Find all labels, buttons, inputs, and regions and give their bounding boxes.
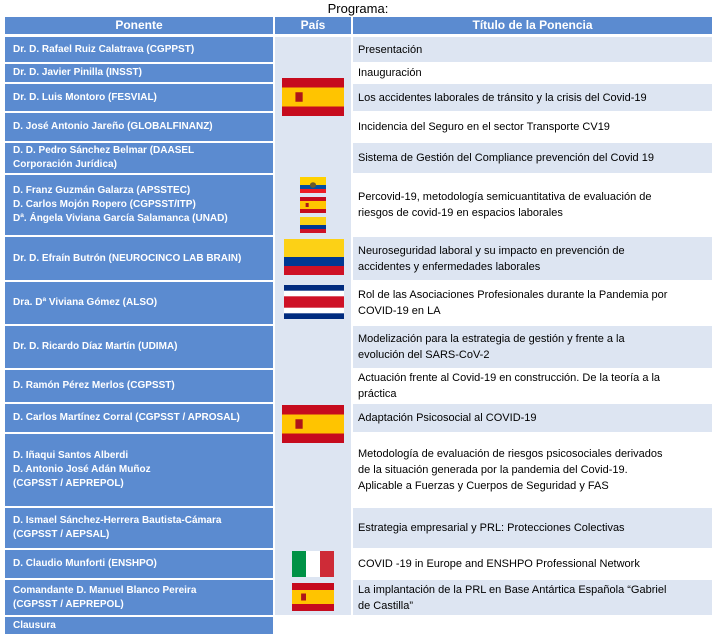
titulo-cell [353,282,712,324]
pais-column [275,37,351,615]
titulo-text: Inauguración [358,67,422,79]
titulo-cell [353,175,712,235]
ponente-name: Dr. D. Javier Pinilla (INSST) [13,67,142,78]
italy-flag-icon [292,551,334,577]
titulo-cell [353,64,712,82]
ponente-name: D. Carlos Martínez Corral (CGPSST / APROSAL) [13,412,240,423]
ponente-name: Dr. D. Rafael Ruiz Calatrava (CGPPST) [13,43,195,55]
header-pais: País [275,17,351,34]
ponente-name: D. Ramón Pérez Merlos (CGPSST) [13,380,175,391]
titulo-cell [353,370,712,402]
titulo-text: COVID-19 en LA [358,305,441,317]
ponente-name: D. D. Pedro Sánchez Belmar (DAASEL [13,145,195,156]
spain-flag-icon [300,197,326,213]
titulo-text: Los accidentes laborales de tránsito y la crisis del Covid-19 [358,91,647,104]
titulo-text: riesgos de covid-19 en espacios laborales [358,207,563,219]
titulo-cell [353,326,712,368]
titulo-cell [353,550,712,578]
ponente-cell [5,64,273,82]
titulo-text: Incidencia del Seguro en el sector Transporte CV19 [358,121,610,133]
titulo-text: La implantación de la PRL en Base Antártica Española “Gabriel [358,583,667,596]
ponente-cell [5,370,273,402]
titulo-cell [353,113,712,141]
header-ponente: Ponente [5,17,273,34]
titulo-cell [353,404,712,432]
spain-flag-icon [282,405,344,443]
titulo-cell [353,580,712,615]
ponente-cell [5,143,273,173]
ponente-name: Corporación Jurídica) [13,159,117,170]
ponente-cell [5,404,273,432]
ponente-name: D. Claudio Munforti (ENSHPO) [13,558,157,569]
ponente-cell [5,508,273,548]
titulo-text: práctica [358,388,397,400]
ponente-name: (CGPSST / AEPSAL) [13,529,110,540]
titulo-text: de Castilla” [358,599,414,612]
spain-flag-icon [282,78,344,116]
titulo-text: Rol de las Asociaciones Profesionales durante la Pandemia por [358,289,668,301]
titulo-text: Percovid-19, metodología semicuantitativa de evaluación de [358,191,652,203]
titulo-text: Adaptación Psicosocial al COVID-19 [358,412,537,424]
titulo-text: accidentes y enfermedades laborales [358,260,541,273]
colombia-flag-icon [300,217,326,233]
ponente-name: (CGPSST / AEPREPOL) [13,478,124,489]
titulo-text: Estrategia empresarial y PRL: Protecciones Colectivas [358,522,625,534]
ponente-name: D. Ismael Sánchez-Herrera Bautista-Cámara [13,515,222,526]
ponente-cell [5,434,273,506]
ponente-cell [5,37,273,62]
costa-rica-flag-icon [284,285,344,319]
spain-flag-icon [292,583,334,611]
ponente-cell [5,175,273,235]
header-titulo: Título de la Ponencia [353,17,712,34]
ponente-cell [5,580,273,615]
titulo-text: evolución del SARS-CoV-2 [358,349,490,361]
ponente-name: Dª. Ángela Viviana García Salamanca (UNAD) [13,213,228,224]
titulo-text: Sistema de Gestión del Compliance prevención del Covid 19 [358,152,654,164]
ponente-name: Dra. Dª Viviana Gómez (ALSO) [13,297,158,308]
program-title: Programa: [327,1,389,16]
titulo-cell [353,434,712,506]
ponente-name: D. Franz Guzmán Galarza (APSSTEC) [13,185,191,196]
ponente-cell [5,550,273,578]
titulo-cell [353,617,712,634]
titulo-text: de la situación generada por la pandemia del Covid-19. [358,464,628,476]
ponente-name: Comandante D. Manuel Blanco Pereira [13,584,197,596]
titulo-cell [353,508,712,548]
titulo-text: Modelización para la estrategia de gestión y frente a la [358,333,625,345]
ponente-cell [5,617,273,634]
ponente-cell [5,84,273,111]
ponente-name: Dr. D. Efraín Butrón (NEUROCINCO LAB BRAIN) [13,252,242,264]
titulo-cell [353,143,712,173]
ponente-name: Clausura [13,619,56,631]
titulo-cell [353,237,712,280]
titulo-text: Metodología de evaluación de riesgos psicosociales derivados [358,448,663,460]
ponente-name: (CGPSST / AEPREPOL) [13,598,124,610]
ponente-name: Dr. D. Luis Montoro (FESVIAL) [13,91,157,103]
colombia-flag-icon [284,239,344,275]
ponente-name: D. Carlos Mojón Ropero (CGPSST/ITP) [13,199,196,210]
titulo-cell [353,84,712,111]
titulo-text: COVID -19 in Europe and ENSHPO Professional Network [358,558,640,570]
titulo-text: Neuroseguridad laboral y su impacto en prevención de [358,244,625,257]
titulo-text: Aplicable a Fuerzas y Cuerpos de Seguridad y FAS [358,480,609,492]
titulo-cell [353,37,712,62]
ponente-cell [5,113,273,141]
ponente-cell [5,282,273,324]
titulo-text: Presentación [358,43,423,56]
ponente-name: D. Antonio José Adán Muñoz [13,464,151,475]
ecuador-flag-icon [300,177,326,193]
ponente-name: D. Iñaqui Santos Alberdi [13,450,129,461]
ponente-name: Dr. D. Ricardo Díaz Martín (UDIMA) [13,341,178,352]
titulo-text: Actuación frente al Covid-19 en construcción. De la teoría a la [358,372,661,384]
ponente-name: D. José Antonio Jareño (GLOBALFINANZ) [13,121,213,132]
ponente-cell [5,326,273,368]
ponente-cell [5,237,273,280]
